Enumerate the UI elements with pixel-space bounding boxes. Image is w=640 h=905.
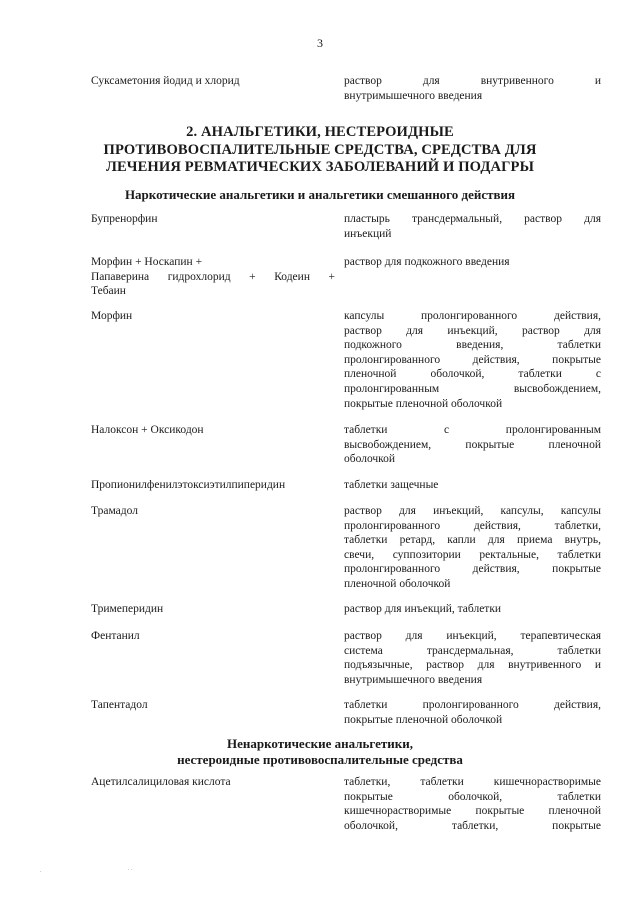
scan-mark: . . xyxy=(128,866,133,872)
drug-name: Морфин + Носкапин + Папаверина гидрохлорид + Кодеин + Тебаин xyxy=(91,256,335,298)
drug-name: Ацетилсалициловая кислота xyxy=(91,776,231,788)
dosage-form: раствор для инъекций, терапевтическая система трансдермальная, таблетки подъязычные, раствор для внутривенного и внутримышечного введения xyxy=(344,630,601,686)
dosage-form: раствор для подкожного введения xyxy=(344,256,510,268)
scan-mark: . xyxy=(40,868,42,874)
drug-name: Суксаметония йодид и хлорид xyxy=(91,75,240,87)
subsection-title: Наркотические анальгетики и анальгетики смешанного действия xyxy=(124,187,516,202)
dosage-form: раствор для инъекций, таблетки xyxy=(344,603,502,615)
dosage-form: таблетки, таблетки кишечнорастворимые покрытые оболочкой, таблетки кишечнорастворимые покрытые пленочной оболочкой, таблетки, покрытые xyxy=(344,776,601,832)
drug-name: Налоксон + Оксикодон xyxy=(91,424,204,436)
dosage-form: таблетки с пролонгированным высвобождением, покрытые пленочной оболочкой xyxy=(344,424,601,466)
dosage-form: капсулы пролонгированного действия, раствор для инъекций, раствор для подкожного введения, таблетки пролонгированного действия, покрытые пленочной оболочкой, таблетки с пролонгированным высвобождением, покрытые пленочной оболочкой xyxy=(344,310,601,410)
drug-name: Фентанил xyxy=(91,630,140,642)
page-number: 3 xyxy=(317,36,323,50)
dosage-form: раствор для инъекций, капсулы, капсулы пролонгированного действия, таблетки, таблетки ретард, капли для приема внутрь, свечи, суппозитории ректальные, таблетки пролонгированного действия, покрытые пленочной оболочкой xyxy=(344,505,601,590)
subsection-title: Ненаркотические анальгетики, нестероидные противовоспалительные средства xyxy=(177,736,463,767)
drug-name: Пропионилфенилэтоксиэтилпиперидин xyxy=(91,479,286,491)
drug-name: Бупренорфин xyxy=(91,213,158,225)
dosage-form: таблетки пролонгированного действия, покрытые пленочной оболочкой xyxy=(344,699,601,726)
dosage-form: пластырь трансдермальный, раствор для инъекций xyxy=(344,213,601,240)
dosage-form: таблетки защечные xyxy=(344,479,439,491)
section-title: 2. АНАЛЬГЕТИКИ, НЕСТЕРОИДНЫЕ ПРОТИВОВОСПАЛИТЕЛЬНЫЕ СРЕДСТВА, СРЕДСТВА ДЛЯ ЛЕЧЕНИЯ РЕВМАТИЧЕСКИХ ЗАБОЛЕВАНИЙ И ПОДАГРЫ xyxy=(103,124,537,175)
dosage-form: раствор для внутривенного и внутримышечного введения xyxy=(344,75,601,102)
drug-name: Морфин xyxy=(91,310,133,322)
drug-name: Тримеперидин xyxy=(91,603,164,615)
drug-name: Трамадол xyxy=(91,505,138,517)
drug-name: Тапентадол xyxy=(91,699,148,711)
